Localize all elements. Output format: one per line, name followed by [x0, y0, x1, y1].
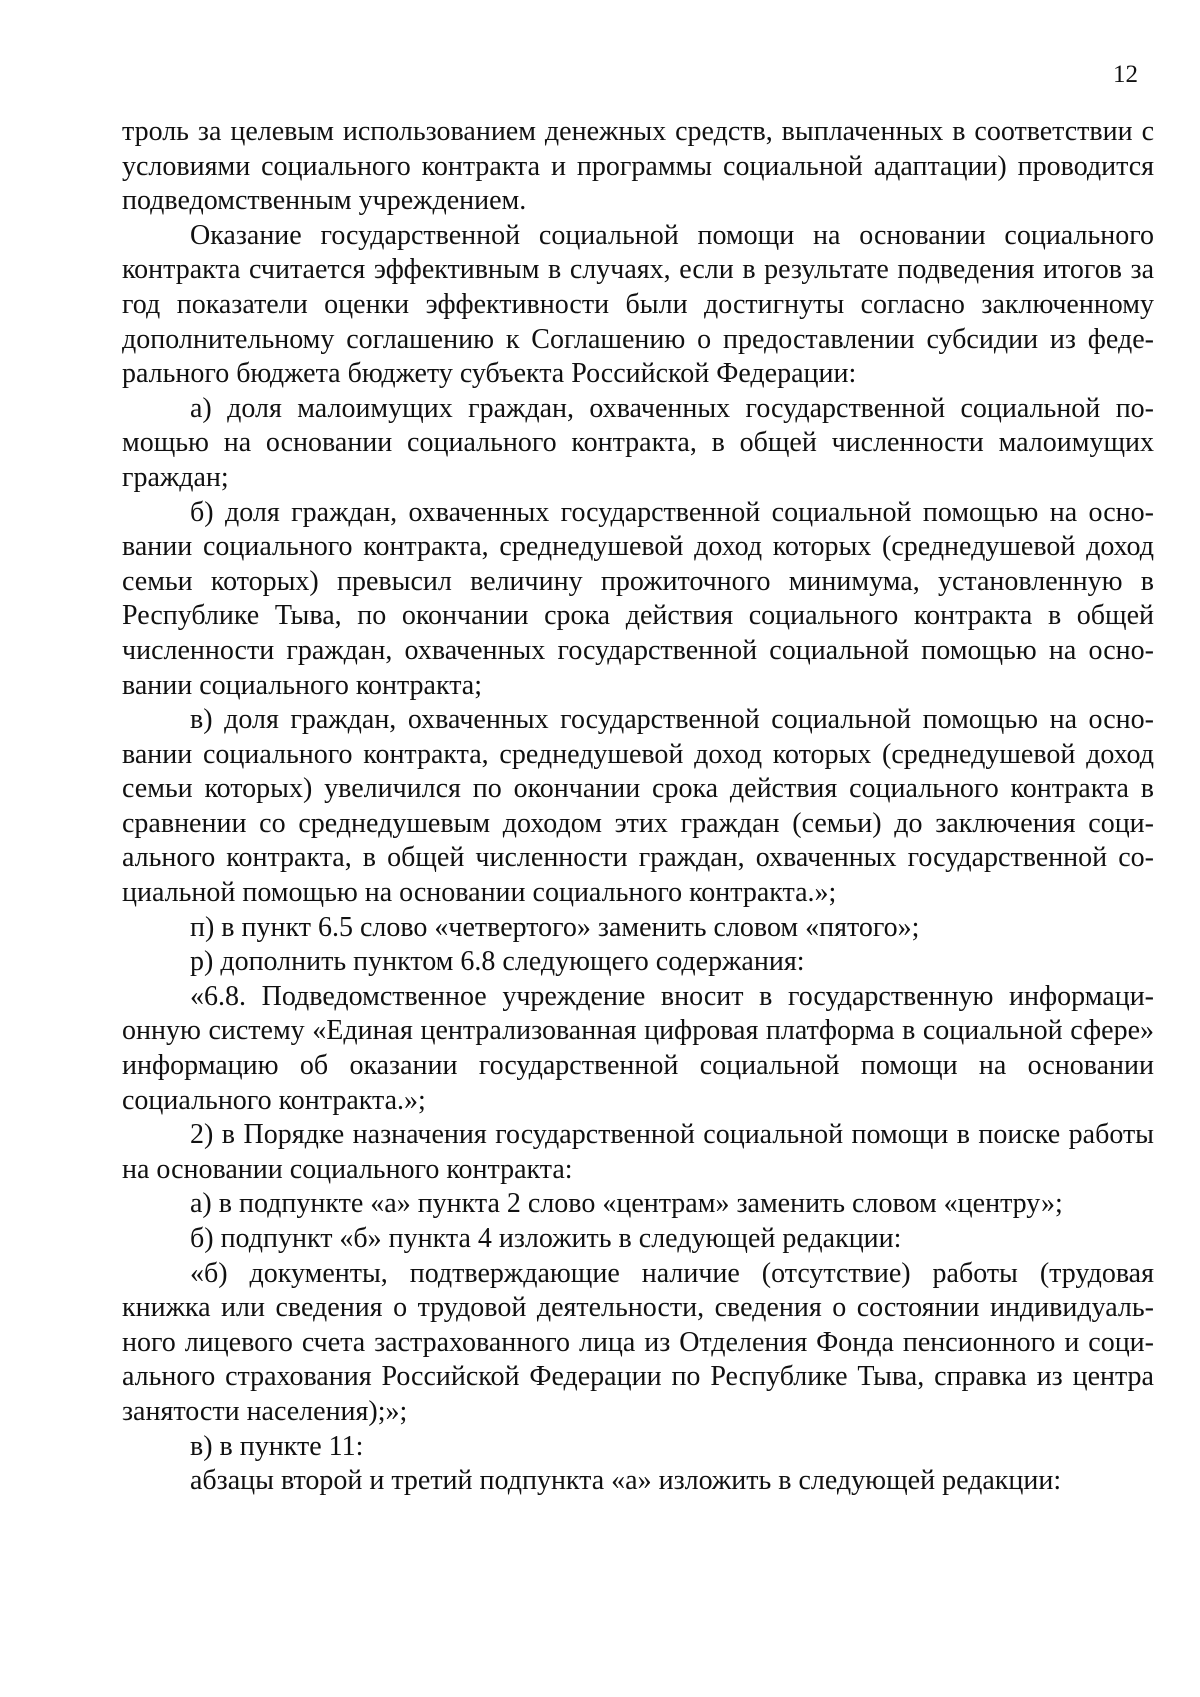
paragraph: б) доля граждан, охваченных государственной социальной помощью на основании социального контракта, среднедушевой доход которых (среднедушевой доход семьи которых) превысил величину прожиточного минимума, установленную в Республике Тыва, по окончании срока действия социального контракта в общей численности граждан, охваченных государственной социальной помощью на основании социального контракта; — [122, 496, 1154, 701]
paragraph: «б) документы, подтверждающие наличие (отсутствие) работы (трудовая книжка или сведения о трудовой деятельности, сведения о состоянии индивидуального лицевого счета застрахованного лица из Отделения Фонда пенсионного и социального страхования Российской Федерации по Республике Тыва, справка из центра занятости населения);»; — [122, 1257, 1154, 1427]
paragraph: п) в пункт 6.5 слово «четвертого» заменить словом «пятого»; — [190, 911, 920, 943]
paragraph: в) в пункте 11: — [190, 1430, 364, 1462]
document-body — [122, 115, 1154, 1499]
paragraph: «6.8. Подведомственное учреждение вносит в государственную информационную систему «Единая централизованная цифровая платформа в социальной сфере» информацию об оказании государственной социальной помощи на основании социального контракта.»; — [122, 980, 1154, 1116]
page-number: 12 — [1113, 61, 1138, 88]
paragraph: 2) в Порядке назначения государственной социальной помощи в поиске работы на основании социального контракта: — [122, 1119, 1154, 1185]
paragraph: троль за целевым использованием денежных средств, выплаченных в соответствии с условиями социального контракта и программы социальной адаптации) проводится подведомственным учреждением. — [122, 116, 1154, 217]
paragraph: а) доля малоимущих граждан, охваченных государственной социальной помощью на основании социального контракта, в общей численности малоимущих граждан; — [122, 392, 1154, 493]
paragraph: б) подпункт «б» пункта 4 изложить в следующей редакции: — [190, 1223, 902, 1254]
paragraph: Оказание государственной социальной помощи на основании социального контракта считается эффективным в случаях, если в результате подведения итогов за год показатели оценки эффективности были достигнуты согласно заключенному дополнительному соглашению к Соглашению о предоставлении субсидии из федерального бюджета бюджету субъекта Российской Федерации: — [122, 219, 1154, 390]
paragraph: р) дополнить пунктом 6.8 следующего содержания: — [190, 946, 805, 978]
paragraph: абзацы второй и третий подпункта «а» изложить в следующей редакции: — [190, 1465, 1062, 1497]
paragraph: в) доля граждан, охваченных государственной социальной помощью на основании социального контракта, среднедушевой доход которых (среднедушевой доход семьи которых) увеличился по окончании срока действия социального контракта в сравнении со среднедушевым доходом этих граждан (семьи) до заключения социального контракта, в общей численности граждан, охваченных государственной социальной помощью на основании социального контракта.»; — [122, 704, 1154, 909]
paragraph: а) в подпункте «а» пункта 2 слово «центрам» заменить словом «центру»; — [190, 1188, 1063, 1220]
